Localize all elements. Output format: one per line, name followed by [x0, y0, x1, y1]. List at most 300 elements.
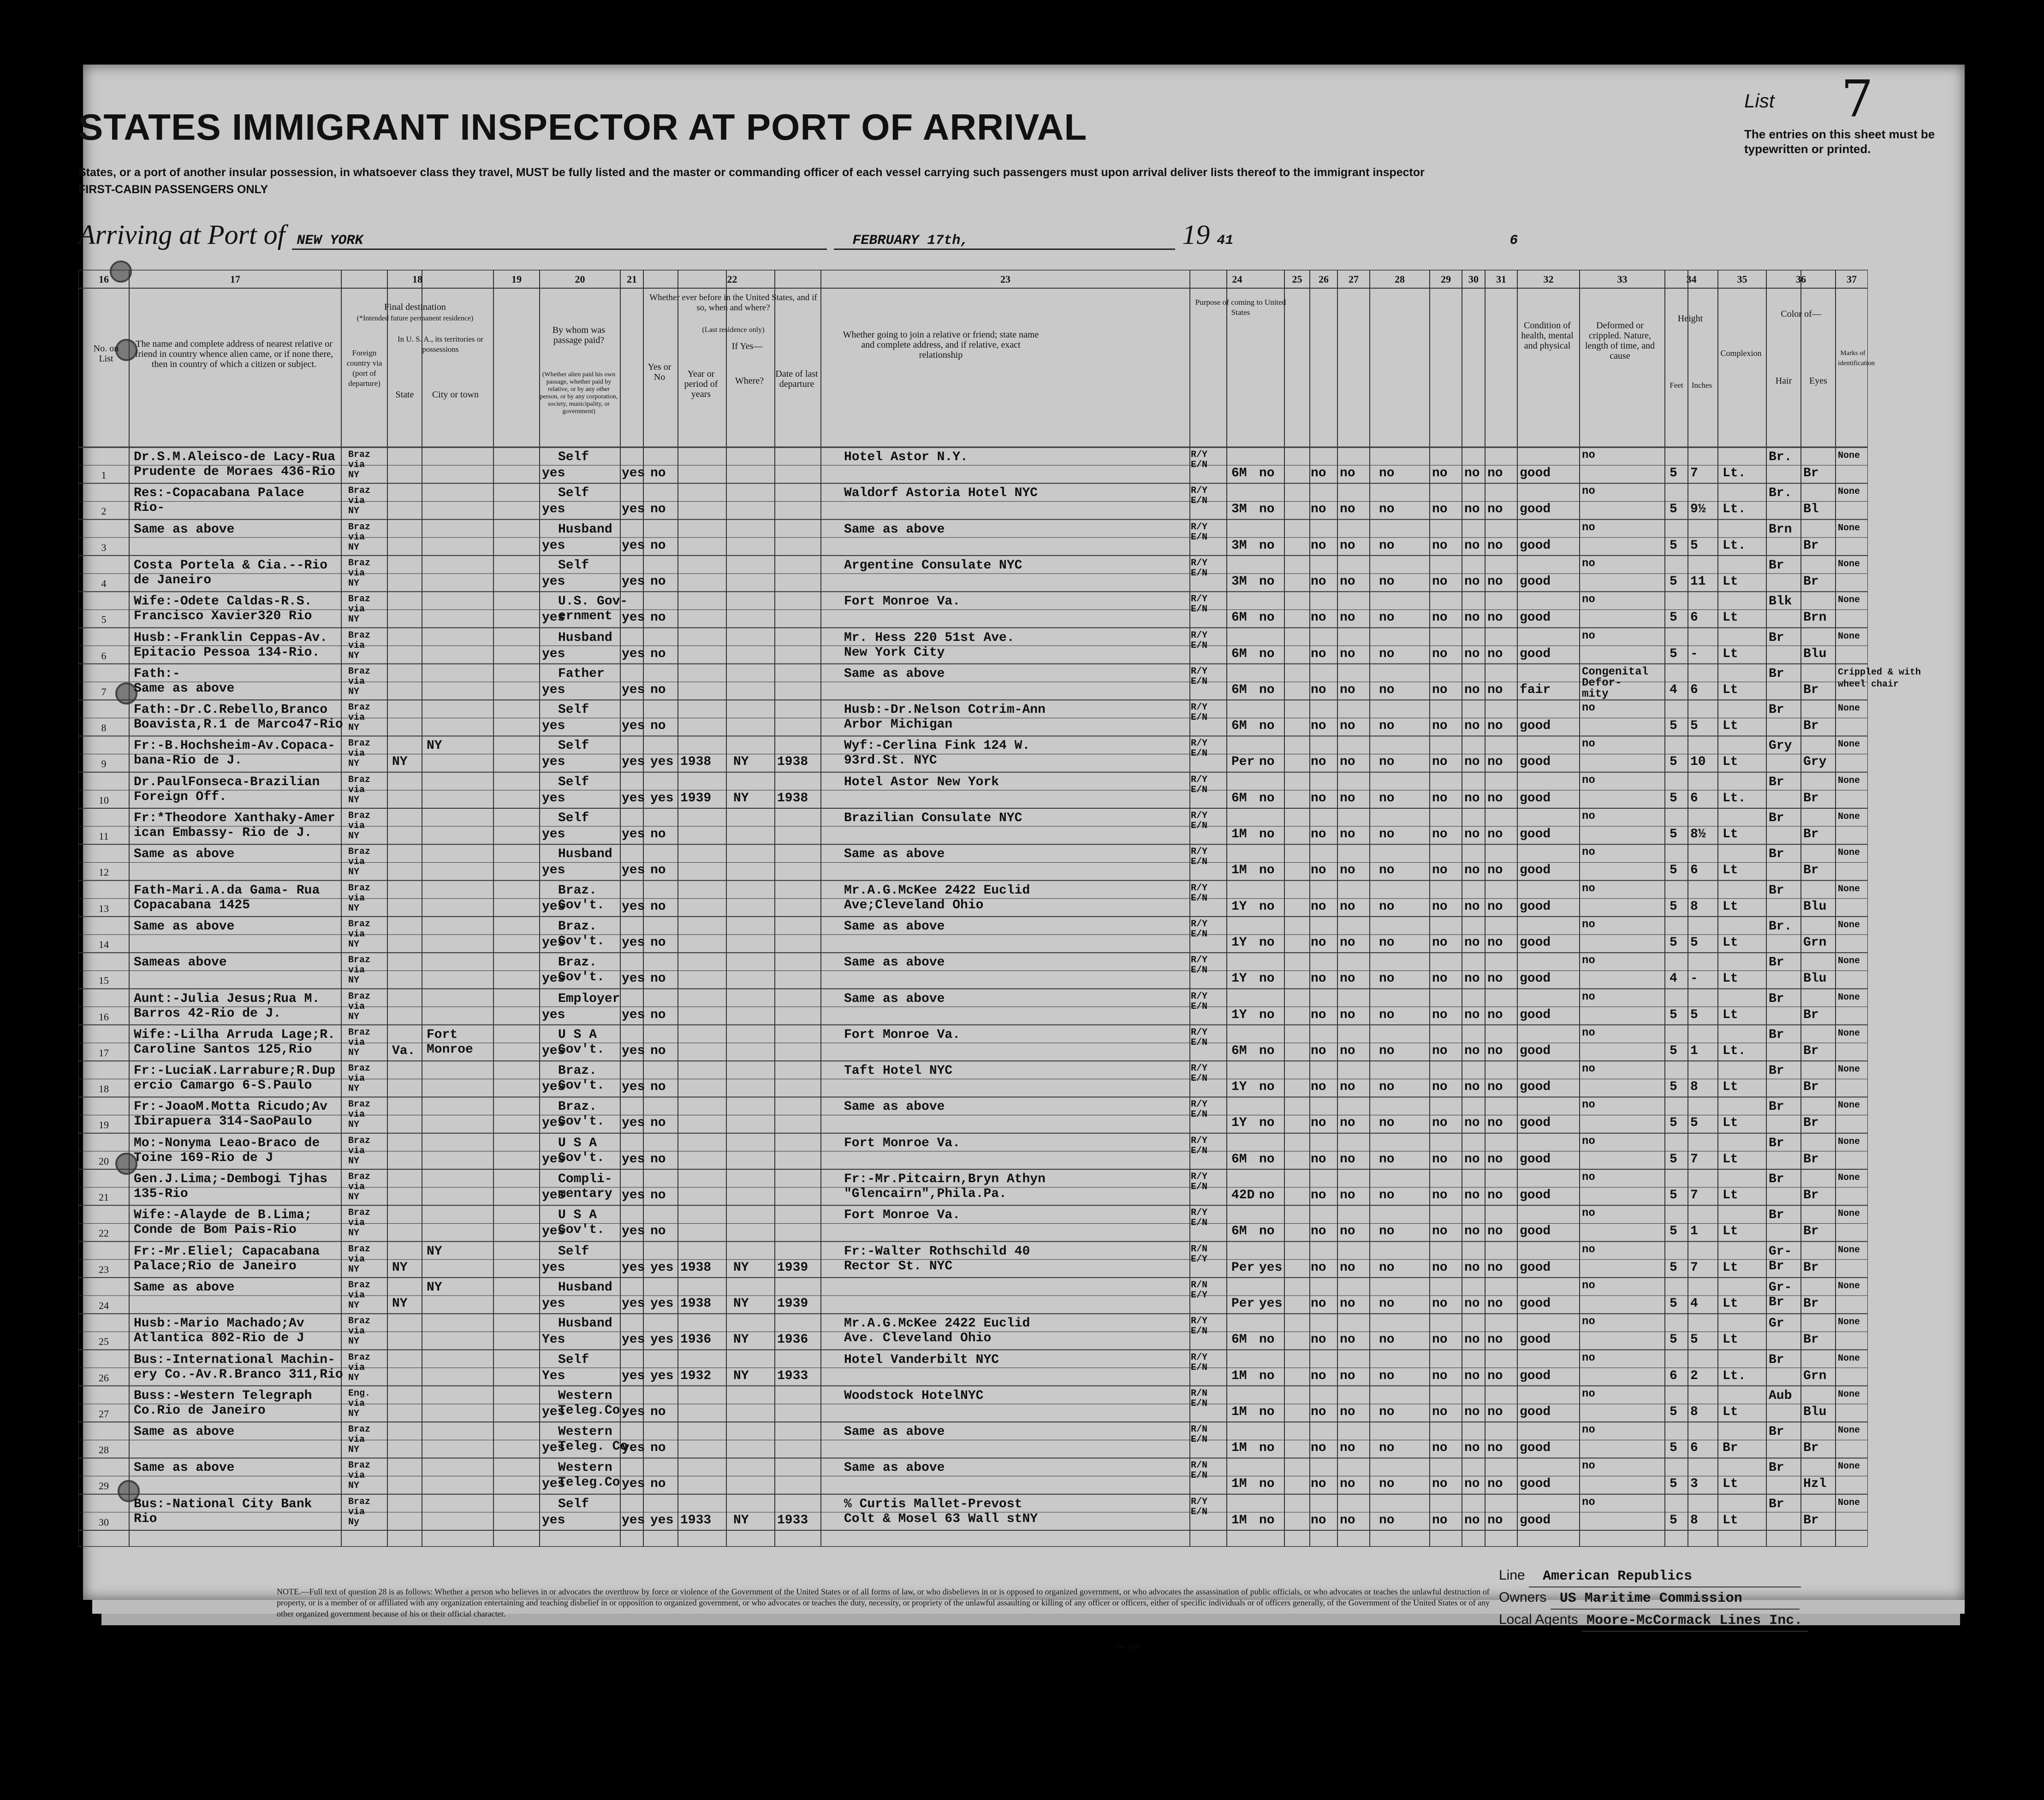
- cell-deformed: no: [1582, 738, 1595, 751]
- cell-q30: no: [1464, 466, 1480, 480]
- cell-health: good: [1520, 1513, 1551, 1528]
- cell-health: good: [1520, 646, 1551, 661]
- cell-via-port: Braz via NY: [348, 991, 371, 1022]
- cell-length-of-stay: Per: [1231, 1260, 1255, 1275]
- cell-marks: None: [1838, 847, 1860, 859]
- cell-name-address: Fr:-B.Hochsheim-Av.Copaca- bana-Rio de J.: [134, 739, 335, 768]
- cell-before-us: no: [650, 1007, 666, 1022]
- cell-health: good: [1520, 1404, 1551, 1419]
- cell-marks: None: [1838, 1208, 1860, 1220]
- header-foreign-country: Foreign country via (port of departure): [346, 349, 382, 388]
- cell-marks: None: [1838, 1028, 1860, 1039]
- cell-length-of-stay: 6M: [1231, 1043, 1247, 1058]
- cell-q27: no: [1340, 646, 1355, 661]
- column-number: 19: [511, 273, 522, 285]
- header-date-departure: Date of last departure: [775, 369, 818, 389]
- cell-q28: no: [1379, 574, 1395, 589]
- row-number: 27: [99, 1408, 109, 1420]
- cell-eye-color: Blu: [1803, 971, 1827, 986]
- cell-relative-friend: Husb:-Dr.Nelson Cotrim-Ann Arbor Michigan: [844, 703, 1046, 732]
- cell-before-us: no: [650, 1080, 666, 1095]
- cell-q29: no: [1432, 827, 1448, 841]
- cell-eye-color: Grn: [1803, 1368, 1827, 1383]
- cell-q27: no: [1340, 899, 1355, 914]
- cell-purpose: R/Y E/N: [1191, 811, 1208, 831]
- cell-height-inches: 7: [1690, 1188, 1698, 1202]
- cell-health: fair: [1520, 682, 1551, 697]
- cell-marks: None: [1838, 1244, 1860, 1255]
- cell-where: NY: [733, 1332, 749, 1347]
- cell-departure-date: 1938: [777, 791, 808, 805]
- cell-marks: None: [1838, 486, 1860, 497]
- cell-length-of-stay: 1Y: [1231, 1116, 1247, 1131]
- header-passage-note: (Whether alien paid his own passage, whether paid by relative, or by any other person, or by any corporation, society, municipality, or government): [540, 371, 618, 415]
- cell-q27: no: [1340, 1116, 1355, 1131]
- cell-fifty-dollars: yes: [622, 1043, 645, 1058]
- row-number: 18: [99, 1083, 109, 1095]
- cell-q26: no: [1311, 610, 1326, 625]
- cell-hair-color: Br.: [1769, 486, 1792, 501]
- cell-fifty-dollars: yes: [622, 610, 645, 625]
- cell-fifty-dollars: yes: [622, 719, 645, 734]
- cell-before-us: yes: [650, 1260, 674, 1275]
- cell-purpose: R/N E/N: [1191, 1460, 1208, 1481]
- cell-length-of-stay: Per: [1231, 1296, 1255, 1311]
- cell-marks: None: [1838, 1172, 1860, 1183]
- cell-purpose: R/Y E/N: [1191, 450, 1208, 470]
- cell-q25: no: [1259, 502, 1275, 517]
- cell-before-us: no: [650, 827, 666, 841]
- cell-fifty-dollars: yes: [622, 1477, 645, 1492]
- cell-height-inches: 5: [1690, 1332, 1698, 1347]
- cell-height-feet: 5: [1670, 1116, 1677, 1131]
- cell-deformed: no: [1582, 990, 1595, 1003]
- cell-relative-friend: Waldorf Astoria Hotel NYC: [844, 486, 1038, 501]
- cell-length-of-stay: 1M: [1231, 1477, 1247, 1492]
- cell-fifty-dollars: yes: [622, 682, 645, 697]
- cell-q26: no: [1311, 935, 1326, 950]
- cell-ticket: yes: [542, 1080, 565, 1095]
- cell-hair-color: Blk: [1769, 594, 1792, 609]
- header-if-yes: If Yes—: [731, 341, 763, 351]
- cell-hair-color: Br: [1769, 1352, 1784, 1367]
- cell-before-us: no: [650, 719, 666, 734]
- cell-name-address: Same as above: [134, 847, 235, 862]
- cell-via-port: Braz via Ny: [348, 1496, 371, 1528]
- cell-before-us: no: [650, 466, 666, 480]
- cell-health: good: [1520, 574, 1551, 589]
- column-number: 28: [1395, 273, 1405, 285]
- cell-fifty-dollars: yes: [622, 791, 645, 805]
- cell-q25: no: [1259, 935, 1275, 950]
- cell-complexion: Lt: [1723, 1477, 1738, 1492]
- list-number: 7: [1841, 69, 1873, 128]
- cell-before-us: no: [650, 646, 666, 661]
- cell-q28: no: [1379, 1080, 1395, 1095]
- cell-q26: no: [1311, 1513, 1326, 1528]
- cell-name-address: Dr.S.M.Aleisco-de Lacy-Rua Prudente de Moraes 436-Rio: [134, 450, 335, 479]
- header-eyes: Eyes: [1809, 376, 1827, 386]
- cell-q29: no: [1432, 719, 1448, 734]
- cell-length-of-stay: 1M: [1231, 1404, 1247, 1419]
- cell-before-us: yes: [650, 1513, 674, 1528]
- list-note: The entries on this sheet must be typewritten or printed.: [1744, 127, 1935, 156]
- cell-health: good: [1520, 1260, 1551, 1275]
- cell-q25: no: [1259, 1404, 1275, 1419]
- cell-height-feet: 5: [1670, 1260, 1677, 1275]
- cell-ticket: yes: [542, 574, 565, 589]
- cell-height-inches: 5: [1690, 719, 1698, 734]
- cell-health: good: [1520, 1368, 1551, 1383]
- cell-q26: no: [1311, 791, 1326, 805]
- cell-departure-date: 1939: [777, 1260, 808, 1275]
- cell-hair-color: Br: [1769, 775, 1784, 789]
- cell-passage-paid: Self: [558, 1244, 589, 1259]
- row-number: 30: [99, 1516, 109, 1528]
- cell-complexion: Lt: [1723, 1188, 1738, 1202]
- header-marks: Marks of identification: [1838, 349, 1875, 367]
- cell-marks: None: [1838, 1353, 1860, 1364]
- cell-passage-paid: Braz. Gov't.: [558, 883, 605, 912]
- cell-q26: no: [1311, 719, 1326, 734]
- cell-height-feet: 5: [1670, 538, 1677, 553]
- cell-purpose: R/Y E/N: [1191, 1063, 1208, 1084]
- cell-fifty-dollars: yes: [622, 1260, 645, 1275]
- cell-via-port: Braz via NY: [348, 774, 371, 805]
- cell-year: 1936: [680, 1332, 712, 1347]
- cell-height-feet: 5: [1670, 1152, 1677, 1166]
- cell-health: good: [1520, 1188, 1551, 1202]
- cell-height-feet: 5: [1670, 1513, 1677, 1528]
- cell-health: good: [1520, 1152, 1551, 1166]
- cell-ticket: yes: [542, 646, 565, 661]
- cell-q26: no: [1311, 1224, 1326, 1239]
- cell-marks: None: [1838, 1280, 1860, 1291]
- cell-q29: no: [1432, 538, 1448, 553]
- cell-ticket: yes: [542, 502, 565, 517]
- cell-via-port: Braz via NY: [348, 594, 371, 625]
- cell-q26: no: [1311, 1477, 1326, 1492]
- cell-q31: no: [1487, 538, 1503, 553]
- cell-marks: None: [1838, 631, 1860, 642]
- cell-before-us: yes: [650, 791, 674, 805]
- cell-q25: no: [1259, 1513, 1275, 1528]
- cell-relative-friend: Mr.A.G.McKee 2422 Euclid Ave. Cleveland Ohio: [844, 1316, 1030, 1346]
- cell-q31: no: [1487, 1404, 1503, 1419]
- cell-relative-friend: Fort Monroe Va.: [844, 1027, 961, 1042]
- cell-marks: None: [1838, 1461, 1860, 1472]
- cell-health: good: [1520, 1296, 1551, 1311]
- cell-q27: no: [1340, 502, 1355, 517]
- cell-q26: no: [1311, 899, 1326, 914]
- cell-marks: None: [1838, 1100, 1860, 1111]
- cell-deformed: no: [1582, 629, 1595, 642]
- cell-eye-color: Blu: [1803, 899, 1827, 914]
- cell-q28: no: [1379, 1513, 1395, 1528]
- cell-before-us: no: [650, 1404, 666, 1419]
- cell-height-inches: 8: [1690, 1080, 1698, 1095]
- cell-height-inches: 1: [1690, 1224, 1698, 1239]
- cell-q27: no: [1340, 1368, 1355, 1383]
- cell-year: 1938: [680, 1260, 712, 1275]
- cell-length-of-stay: 6M: [1231, 791, 1247, 805]
- cell-q25: no: [1259, 682, 1275, 697]
- cell-eye-color: Br: [1803, 1260, 1819, 1275]
- cell-q30: no: [1464, 1513, 1480, 1528]
- cell-via-port: Braz via NY: [348, 1352, 371, 1383]
- cell-relative-friend: Hotel Astor N.Y.: [844, 450, 968, 464]
- cell-q30: no: [1464, 502, 1480, 517]
- cell-fifty-dollars: yes: [622, 1368, 645, 1383]
- cell-via-port: Braz via NY: [348, 630, 371, 661]
- header-name-address: The name and complete address of nearest relative or friend in country whence alien came, or if none there, then in country of which a citizen or subject.: [135, 339, 333, 369]
- cell-complexion: Lt.: [1723, 466, 1746, 480]
- cell-before-us: no: [650, 863, 666, 878]
- cell-health: good: [1520, 971, 1551, 986]
- cell-complexion: Lt: [1723, 682, 1738, 697]
- cell-health: good: [1520, 935, 1551, 950]
- cell-fifty-dollars: yes: [622, 1007, 645, 1022]
- cell-state: NY: [392, 1296, 408, 1311]
- cell-deformed: no: [1582, 1315, 1595, 1328]
- cell-q27: no: [1340, 538, 1355, 553]
- cell-q30: no: [1464, 1043, 1480, 1058]
- arriving-line: [78, 219, 1518, 251]
- cell-q31: no: [1487, 1080, 1503, 1095]
- row-number: 21: [99, 1191, 109, 1203]
- cell-name-address: Sameas above: [134, 955, 227, 970]
- cell-fifty-dollars: yes: [622, 755, 645, 770]
- cell-complexion: Lt: [1723, 1080, 1738, 1095]
- cell-deformed: no: [1582, 810, 1595, 823]
- cell-height-feet: 5: [1670, 1188, 1677, 1202]
- arriving-label: Arriving at Port of: [78, 219, 285, 250]
- row-number: 11: [99, 830, 109, 842]
- cell-eye-color: Bl: [1803, 502, 1819, 517]
- form-number: 14—420: [1116, 1644, 1139, 1651]
- cell-q25: no: [1259, 610, 1275, 625]
- cell-year: 1932: [680, 1368, 712, 1383]
- cell-q25: no: [1259, 1224, 1275, 1239]
- header-last-residence: (Last residence only): [702, 326, 765, 334]
- cell-where: NY: [733, 1513, 749, 1528]
- cell-hair-color: Br: [1769, 703, 1784, 717]
- cell-deformed: no: [1582, 1026, 1595, 1039]
- cell-passage-paid: Husband: [558, 1280, 612, 1295]
- year-suffix: 41: [1217, 233, 1234, 249]
- cell-passage-paid: Self: [558, 739, 589, 753]
- cell-q25: no: [1259, 899, 1275, 914]
- cell-deformed: no: [1582, 1387, 1595, 1400]
- cell-q31: no: [1487, 1332, 1503, 1347]
- cell-q27: no: [1340, 1332, 1355, 1347]
- cell-eye-color: Br: [1803, 1296, 1819, 1311]
- cell-relative-friend: Same as above: [844, 1425, 945, 1439]
- cell-complexion: Lt: [1723, 1296, 1738, 1311]
- cell-q27: no: [1340, 1188, 1355, 1202]
- cell-purpose: R/Y E/N: [1191, 738, 1208, 759]
- cell-departure-date: 1938: [777, 755, 808, 770]
- cell-relative-friend: Mr. Hess 220 51st Ave. New York City: [844, 630, 1015, 660]
- cell-ticket: yes: [542, 538, 565, 553]
- cell-deformed: no: [1582, 1496, 1595, 1509]
- cell-relative-friend: Same as above: [844, 991, 945, 1006]
- cell-via-port: Braz via NY: [348, 1208, 371, 1239]
- cell-deformed: no: [1582, 1135, 1595, 1148]
- column-number: 37: [1847, 273, 1857, 285]
- cell-ticket: yes: [542, 1043, 565, 1058]
- cell-fifty-dollars: yes: [622, 1404, 645, 1419]
- cell-eye-color: Br: [1803, 719, 1819, 734]
- cell-before-us: no: [650, 1043, 666, 1058]
- cell-name-address: Fr:-JoaoM.Motta Ricudo;Av Ibirapuera 314-SaoPaulo: [134, 1100, 328, 1129]
- cell-name-address: Same as above: [134, 1280, 235, 1295]
- cell-q27: no: [1340, 682, 1355, 697]
- cell-q28: no: [1379, 1296, 1395, 1311]
- cell-q28: no: [1379, 863, 1395, 878]
- cell-q26: no: [1311, 1332, 1326, 1347]
- cell-q31: no: [1487, 1007, 1503, 1022]
- cell-fifty-dollars: yes: [622, 1080, 645, 1095]
- cell-q31: no: [1487, 755, 1503, 770]
- cell-before-us: no: [650, 971, 666, 986]
- cell-health: good: [1520, 899, 1551, 914]
- row-number: 17: [99, 1047, 109, 1059]
- cell-passage-paid: Western Teleg.Co: [558, 1461, 620, 1490]
- cell-purpose: R/Y E/N: [1191, 1316, 1208, 1337]
- cell-passage-paid: Western Teleg. Co: [558, 1425, 628, 1454]
- cell-q28: no: [1379, 827, 1395, 841]
- cell-q25: yes: [1259, 1296, 1283, 1311]
- cell-length-of-stay: 1Y: [1231, 971, 1247, 986]
- cell-purpose: R/Y E/N: [1191, 1027, 1208, 1048]
- cell-hair-color: Br: [1769, 1027, 1784, 1042]
- cell-eye-color: Br: [1803, 827, 1819, 841]
- cell-departure-date: 1933: [777, 1513, 808, 1528]
- cell-ticket: Yes: [542, 1332, 565, 1347]
- cell-purpose: R/Y E/N: [1191, 666, 1208, 687]
- cell-q31: no: [1487, 791, 1503, 805]
- column-number: 30: [1468, 273, 1479, 285]
- cell-eye-color: Br: [1803, 1332, 1819, 1347]
- cell-hair-color: Br: [1769, 1497, 1784, 1511]
- cell-length-of-stay: 6M: [1231, 1332, 1247, 1347]
- cell-hair-color: Br: [1769, 1172, 1784, 1186]
- cell-where: NY: [733, 755, 749, 770]
- cell-before-us: no: [650, 610, 666, 625]
- cell-q27: no: [1340, 755, 1355, 770]
- cell-marks: None: [1838, 703, 1860, 714]
- header-height: Height: [1677, 314, 1703, 324]
- cell-relative-friend: Fort Monroe Va.: [844, 1136, 961, 1150]
- cell-q27: no: [1340, 1296, 1355, 1311]
- cell-before-us: yes: [650, 1296, 674, 1311]
- cell-q26: no: [1311, 1404, 1326, 1419]
- cell-height-feet: 5: [1670, 1043, 1677, 1058]
- row-number: 6: [101, 650, 107, 662]
- cell-q26: no: [1311, 1368, 1326, 1383]
- cell-length-of-stay: 6M: [1231, 610, 1247, 625]
- cell-q29: no: [1432, 1404, 1448, 1419]
- cell-q26: no: [1311, 1007, 1326, 1022]
- header-passage-paid: By whom was passage paid?: [552, 325, 606, 345]
- cell-q25: no: [1259, 574, 1275, 589]
- cell-ticket: yes: [542, 899, 565, 914]
- cell-q27: no: [1340, 1007, 1355, 1022]
- cell-q27: no: [1340, 1260, 1355, 1275]
- cell-fifty-dollars: yes: [622, 863, 645, 878]
- cell-passage-paid: Braz. Gov't.: [558, 919, 605, 948]
- cell-departure-date: 1933: [777, 1368, 808, 1383]
- cell-marks: None: [1838, 883, 1860, 894]
- cell-height-inches: 8: [1690, 1513, 1698, 1528]
- cell-q26: no: [1311, 1260, 1326, 1275]
- cell-q28: no: [1379, 971, 1395, 986]
- cell-q26: no: [1311, 1188, 1326, 1202]
- cell-via-port: Braz via NY: [348, 1243, 371, 1275]
- cell-q29: no: [1432, 1368, 1448, 1383]
- cell-q25: no: [1259, 1188, 1275, 1202]
- cell-q27: no: [1340, 1043, 1355, 1058]
- port-value: NEW YORK: [292, 233, 827, 250]
- cell-q27: no: [1340, 1224, 1355, 1239]
- cell-ticket: yes: [542, 1188, 565, 1202]
- cell-deformed: no: [1582, 846, 1595, 859]
- cell-name-address: Same as above: [134, 919, 235, 934]
- cell-before-us: yes: [650, 755, 674, 770]
- cell-purpose: R/Y E/N: [1191, 557, 1208, 579]
- cell-length-of-stay: 6M: [1231, 1152, 1247, 1166]
- cell-q30: no: [1464, 719, 1480, 734]
- cell-purpose: R/N E/Y: [1191, 1279, 1208, 1301]
- cell-length-of-stay: 1Y: [1231, 899, 1247, 914]
- cell-q28: no: [1379, 1224, 1395, 1239]
- cell-ticket: yes: [542, 1296, 565, 1311]
- cell-passage-paid: Self: [558, 811, 589, 825]
- cell-marks: None: [1838, 739, 1860, 750]
- cell-fifty-dollars: yes: [622, 935, 645, 950]
- cell-q30: no: [1464, 1441, 1480, 1456]
- cell-hair-color: Br: [1769, 558, 1784, 573]
- cell-purpose: R/Y E/N: [1191, 882, 1208, 904]
- cell-passage-paid: Husband: [558, 630, 612, 645]
- cell-relative-friend: Fort Monroe Va.: [844, 594, 961, 609]
- cell-complexion: Lt: [1723, 1404, 1738, 1419]
- cell-height-feet: 4: [1670, 971, 1677, 986]
- cell-q28: no: [1379, 1188, 1395, 1202]
- cell-q29: no: [1432, 791, 1448, 805]
- cell-marks: None: [1838, 450, 1860, 461]
- cell-fifty-dollars: yes: [622, 1296, 645, 1311]
- cell-q27: no: [1340, 935, 1355, 950]
- cell-marks: None: [1838, 1497, 1860, 1508]
- cell-q29: no: [1432, 466, 1448, 480]
- cell-purpose: R/Y E/N: [1191, 1135, 1208, 1156]
- cell-ticket: yes: [542, 1260, 565, 1275]
- cell-q29: no: [1432, 755, 1448, 770]
- cell-height-feet: 5: [1670, 899, 1677, 914]
- cell-height-inches: 4: [1690, 1296, 1698, 1311]
- cell-height-feet: 5: [1670, 646, 1677, 661]
- cell-health: good: [1520, 1043, 1551, 1058]
- cell-q30: no: [1464, 538, 1480, 553]
- cell-via-port: Braz via NY: [348, 1460, 371, 1492]
- cell-q27: no: [1340, 1404, 1355, 1419]
- cell-relative-friend: Wyf:-Cerlina Fink 124 W. 93rd.St. NYC: [844, 739, 1030, 768]
- cell-deformed: no: [1582, 954, 1595, 967]
- cell-relative-friend: Fort Monroe Va.: [844, 1208, 961, 1223]
- cell-passage-paid: Father: [558, 666, 605, 681]
